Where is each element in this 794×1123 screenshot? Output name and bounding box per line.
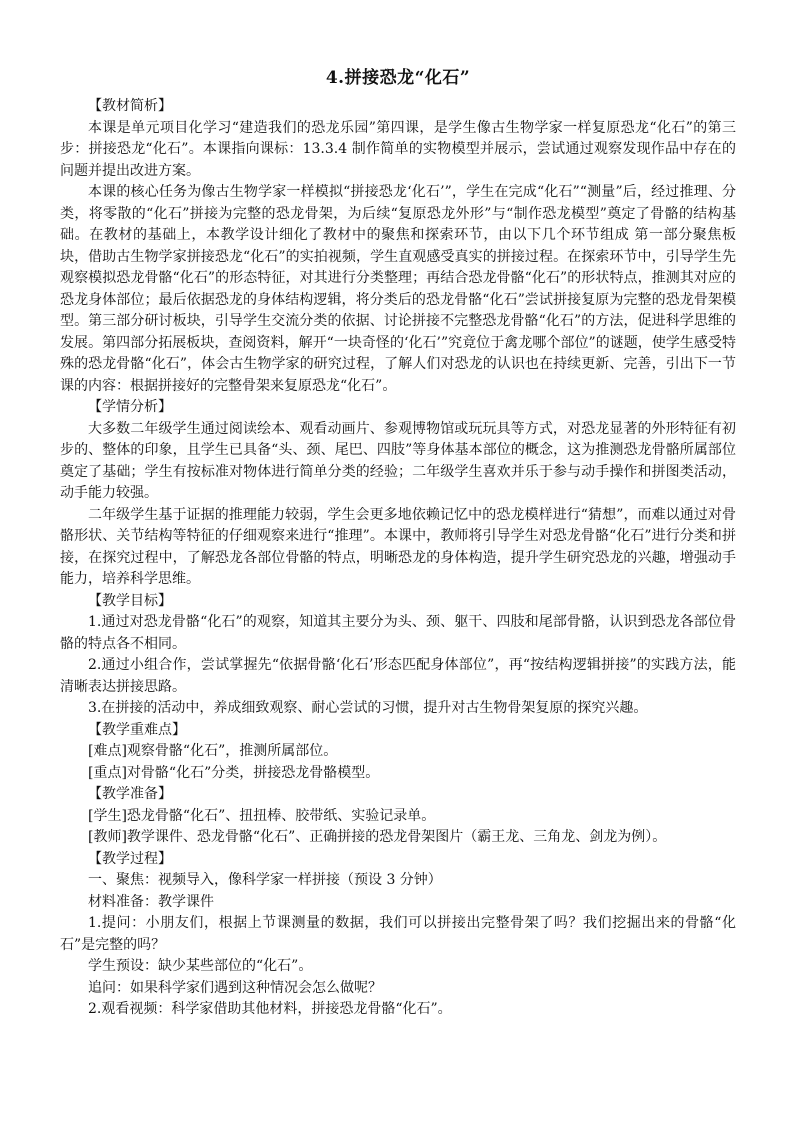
prep-students: [学生]恐龙骨骼“化石”、扭扭棒、胶带纸、实验记录单。 [88,807,436,824]
section-heading-goals: 【教学目标】 [88,592,172,609]
goal-item: 1.通过对恐龙骨骼“化石”的观察，知道其主要分为头、颈、躯干、四肢和尾部骨骼，认识到恐龙各部位骨骼的特点各不相同。 [60,614,736,652]
section-heading-analysis: 【教材简析】 [88,98,172,114]
process-line: 学生预设：缺少某些部位的“化石”。 [88,958,313,974]
document-page [60,66,736,1021]
section-heading-students: 【学情分析】 [88,399,172,415]
paragraph: 二年级学生基于证据的推理能力较弱，学生会更多地依赖记忆中的恐龙模样进行“猜想”，而难以通过对骨骼形状、关节结构等特征的仔细观察来进行“推理”。本课中，教师将引导学生对恐龙骨骼“化石”进行分类和拼接，在探究过程中，了解恐龙各部位骨骼的特点，明晰恐龙的身体构造，提升学生研究恐龙的兴趣，增强动手能力，培养科学思维。 [60,506,736,587]
goal-item: 3.在拼接的活动中，养成细致观察、耐心尝试的习惯，提升对古生物骨架复原的探究兴趣。 [88,700,648,716]
section-heading-prep: 【教学准备】 [88,786,172,802]
paragraph: 大多数二年级学生通过阅读绘本、观看动画片、参观博物馆或玩玩具等方式，对恐龙显著的外形特征有初步的、整体的印象，且学生已具备“头、颈、尾巴、四肢”等身体基本部位的概念，这为推测恐龙骨骼所属部位奠定了基础；学生有按标准对物体进行简单分类的经验；二年级学生喜欢并乐于参与动手操作和拼图类活动，动手能力较强。 [60,420,736,501]
page-title: 4.拼接恐龙“化石” [325,68,471,88]
process-line: 2.观看视频：科学家借助其他材料，拼接恐龙骨骼“化石”。 [88,1001,452,1017]
process-line: 1.提问：小朋友们，根据上节课测量的数据，我们可以拼接出完整骨架了吗？我们挖掘出来的骨骼“化石”是完整的吗？ [60,915,736,953]
difficult-point: [难点]观察骨骼“化石”，推测所属部位。 [88,743,338,759]
goal-item: 2.通过小组合作，尝试掌握先“依据骨骼‘化石’形态匹配身体部位”，再“按结构逻辑拼接”的实践方法，能清晰表达拼接思路。 [60,657,736,695]
process-line: 追问：如果科学家们遇到这种情况会怎么做呢？ [88,979,382,996]
process-line: 材料准备：教学课件 [88,893,214,910]
paragraph: 本课的核心任务为像古生物学家一样模拟“拼接恐龙‘化石’”，学生在完成“化石”“测量”后，经过推理、分类，将零散的“化石”拼接为完整的恐龙骨架，为后续“复原恐龙外形”与“制作恐龙模型”奠定了骨骼的结构基础。在教材的基础上，本教学设计细化了教材中的聚焦和探索环节，由以下几个环节组成 第一部分聚焦板块，借助古生物学家拼接恐龙“化石”的实拍视频，学生直观感受真实的拼接过程。在探索环节中，引导学生先观察模拟恐龙骨骼“化石”的形态特征，对其进行分类整理；再结合恐龙骨骼“化石”的形状特点，推测其对应的恐龙身体部位；最后依据恐龙的身体结构逻辑，将分类后的恐龙骨骼“化石”尝试拼接复原为完整的恐龙骨架模型。第三部分研讨板块，引导学生交流分类的依据、讨论拼接不完整恐龙骨骼“化石”的方法，促进科学思维的发展。第四部分拓展板块，查阅资料，解开“一块奇怪的‘化石’”究竟位于禽龙哪个部位”的谜题，使学生感受特殊的恐龙骨骼“化石”，体会古生物学家的研究过程，了解人们对恐龙的认识也在持续更新、完善，引出下一节课的内容：根据拼接好的完整骨架来复原恐龙“化石”。 [60,184,736,394]
paragraph: 本课是单元项目化学习“建造我们的恐龙乐园”第四课，是学生像古生物学家一样复原恐龙“化石”的第三步：拼接恐龙“化石”。本课指向课标：13.3.4 制作简单的实物模型并展示，尝试通过观察发现作品中存在的问题并提出改进方案。 [60,119,736,179]
section-heading-process: 【教学过程】 [88,850,172,867]
prep-teacher: [教师]教学课件、恐龙骨骼“化石”、正确拼接的恐龙骨架图片（霸王龙、三角龙、剑龙为例）。 [88,829,667,845]
process-line: 一、聚焦：视频导入，像科学家一样拼接（预设 3 分钟） [88,872,442,888]
section-heading-keypoints: 【教学重难点】 [88,721,186,738]
key-point: [重点]对骨骼“化石”分类，拼接恐龙骨骼模型。 [88,764,380,781]
